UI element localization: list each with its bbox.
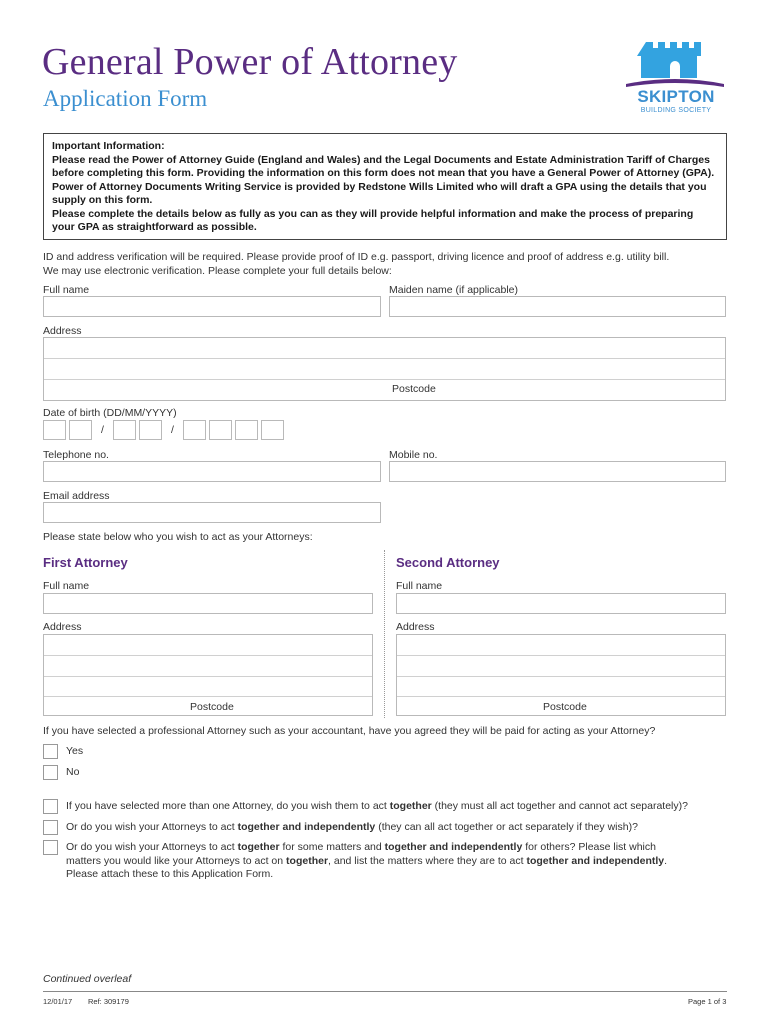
first-attorney-postcode-label: Postcode — [190, 701, 234, 713]
act-together-checkbox[interactable] — [43, 799, 58, 814]
skipton-logo — [624, 40, 726, 120]
footer-page: Page 1 of 3 — [688, 997, 727, 1006]
logo-tagline: BUILDING SOCIETY — [640, 107, 712, 114]
footer-date: 12/01/17 — [43, 997, 73, 1006]
no-label: No — [66, 766, 80, 778]
second-attorney-heading: Second Attorney — [396, 555, 500, 570]
postcode-label: Postcode — [392, 383, 436, 395]
first-attorney-heading: First Attorney — [43, 555, 128, 570]
no-checkbox[interactable] — [43, 765, 58, 780]
dob-year-3[interactable] — [235, 420, 258, 440]
yes-label: Yes — [66, 745, 84, 757]
address-label: Address — [43, 325, 82, 337]
dob-year-4[interactable] — [261, 420, 284, 440]
first-attorney-address-label: Address — [43, 621, 82, 633]
id-verification-text — [43, 250, 733, 278]
act-together-independently-text: Or do you wish your Attorneys to act together and independently (they can all act together or act separately if they wish)? — [66, 821, 638, 833]
address-field[interactable] — [43, 337, 726, 401]
dob-month-2[interactable] — [139, 420, 162, 440]
dob-separator: / — [171, 424, 174, 436]
info-heading: Important Information: — [52, 140, 165, 152]
second-attorney-address-label: Address — [396, 621, 435, 633]
footer-divider — [43, 991, 727, 992]
footer-ref: Ref: 309179 — [88, 997, 129, 1006]
second-attorney-postcode-label: Postcode — [543, 701, 587, 713]
info-paragraph-1: Please read the Power of Attorney Guide (England and Wales) and the Legal Documents and Estate Administration Tariff of Charges before completing this form. Providing the information on this form does not mean that you have a General Power of Attorney (GPA). Power of Attorney Documents Writing Service is provided by Redstone Wills Limited who will draft a GPA using the details that you supply on this form. — [52, 153, 715, 206]
dob-year-2[interactable] — [209, 420, 232, 440]
mobile-label: Mobile no. — [389, 449, 438, 461]
act-mixed-checkbox[interactable] — [43, 840, 58, 855]
second-attorney-full-name-label: Full name — [396, 580, 443, 592]
logo-name: SKIPTON — [637, 87, 715, 106]
yes-checkbox[interactable] — [43, 744, 58, 759]
attorneys-intro: Please state below who you wish to act as your Attorneys: — [43, 531, 313, 543]
dob-day-1[interactable] — [43, 420, 66, 440]
second-attorney-address-field[interactable] — [396, 634, 726, 716]
dob-year-1[interactable] — [183, 420, 206, 440]
act-together-independently-checkbox[interactable] — [43, 820, 58, 835]
full-name-label: Full name — [43, 284, 90, 296]
act-mixed-text: Or do you wish your Attorneys to act together for some matters and together and independently for others? Please list which matters you would like your Attorneys to act on together, and list the matters where they are to act together and independently. Please attach these to this Application Form. — [66, 841, 668, 880]
info-paragraph-2: Please complete the details below as fully as you can as they will provide helpful information and make the process of preparing your GPA as straightforward as possible. — [52, 207, 694, 233]
telephone-field[interactable] — [43, 461, 381, 482]
email-label: Email address — [43, 490, 110, 502]
first-attorney-full-name-label: Full name — [43, 580, 90, 592]
full-name-field[interactable] — [43, 296, 381, 317]
first-attorney-full-name-field[interactable] — [43, 593, 373, 614]
continued-overleaf: Continued overleaf — [43, 973, 132, 985]
act-together-text: If you have selected more than one Attorney, do you wish them to act together (they must all act together and cannot act separately)? — [66, 800, 688, 812]
dob-separator: / — [101, 424, 104, 436]
second-attorney-full-name-field[interactable] — [396, 593, 726, 614]
dob-month-1[interactable] — [113, 420, 136, 440]
dob-label: Date of birth (DD/MM/YYYY) — [43, 407, 177, 419]
attorney-divider — [384, 550, 385, 718]
page-title: General Power of Attorney — [42, 41, 458, 83]
dob-day-2[interactable] — [69, 420, 92, 440]
maiden-name-field[interactable] — [389, 296, 726, 317]
first-attorney-address-field[interactable] — [43, 634, 373, 716]
telephone-label: Telephone no. — [43, 449, 109, 461]
id-verification-line-2: We may use electronic verification. Please complete your full details below: — [43, 265, 392, 277]
email-field[interactable] — [43, 502, 381, 523]
maiden-name-label: Maiden name (if applicable) — [389, 284, 518, 296]
page-subtitle: Application Form — [43, 86, 208, 111]
professional-attorney-question: If you have selected a professional Attorney such as your accountant, have you agreed they will be paid for acting as your Attorney? — [43, 725, 656, 737]
mobile-field[interactable] — [389, 461, 726, 482]
id-verification-line-1: ID and address verification will be required. Please provide proof of ID e.g. passport, driving licence and proof of address e.g. utility bill. — [43, 251, 670, 263]
important-info-box — [43, 133, 727, 240]
